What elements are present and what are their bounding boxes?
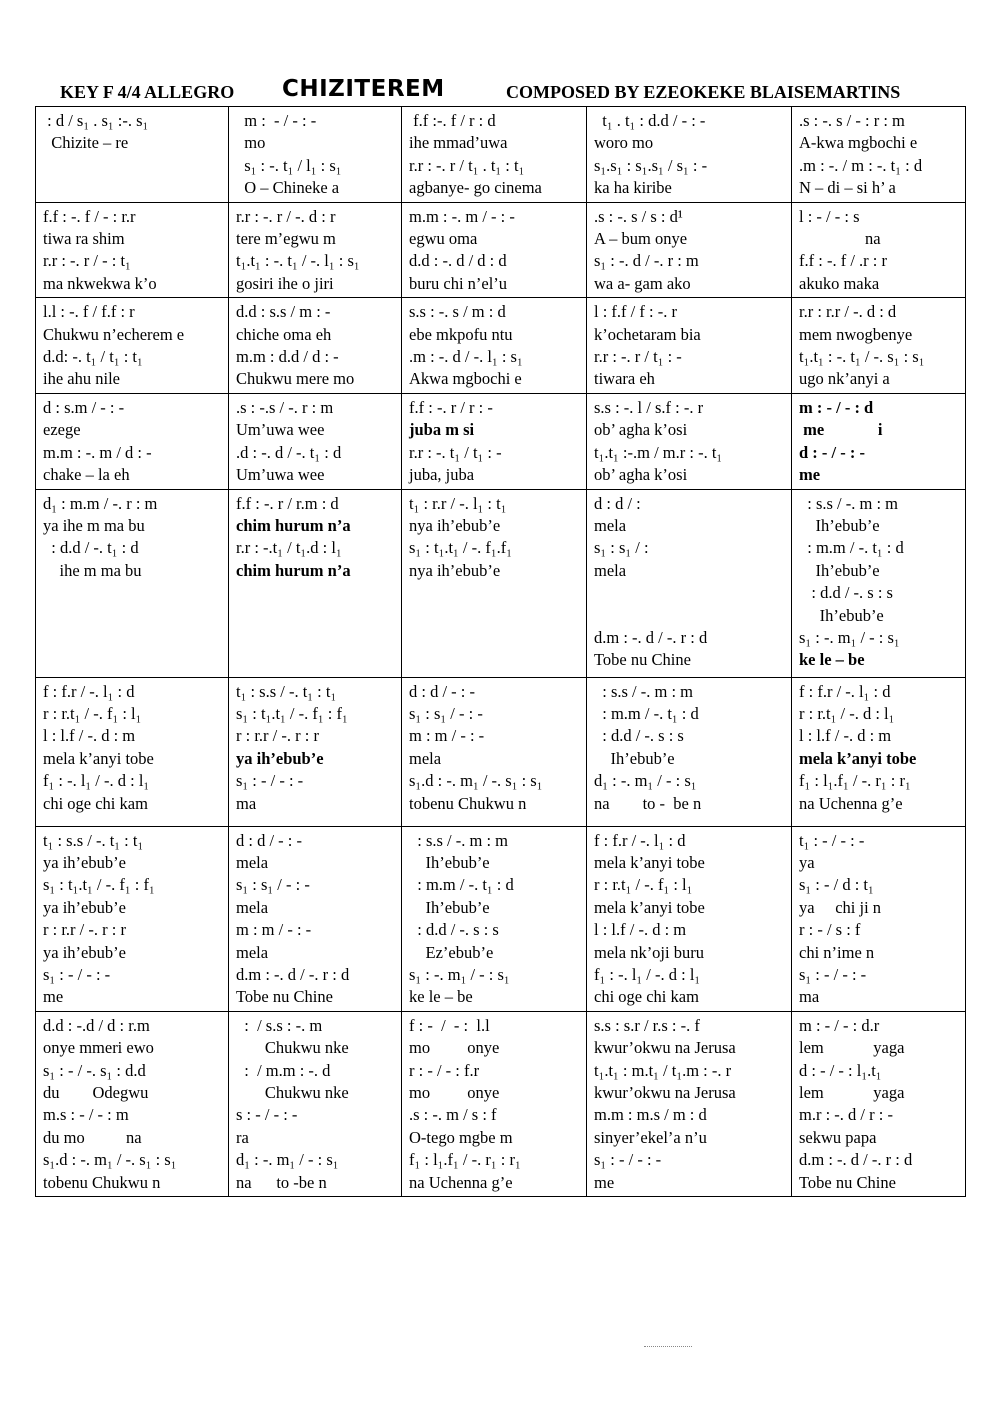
lyric-line: Ih’ebub’e <box>799 605 884 625</box>
solfa-notation-line: .s : -. s / - : r : m <box>799 111 905 130</box>
lyric-line: sekwu papa <box>799 1127 877 1147</box>
lyric-line: ma <box>799 987 820 1007</box>
lyric-line: na <box>799 229 881 249</box>
solfa-notation-line: r : r.r / -. r : r <box>43 920 126 940</box>
solfa-notation-line: d₁ : -. m₁ / - : s₁ <box>236 1150 339 1170</box>
lyric-line: ya chi ji n <box>799 897 882 917</box>
lyric-line: mela k’anyi tobe <box>594 897 705 917</box>
song-title: CHIZITEREM <box>282 76 445 102</box>
lyric-line: du Odegwu <box>43 1082 149 1102</box>
lyric-line: mela k’anyi tobe <box>43 748 154 768</box>
lyric-line: Tobe nu Chine <box>236 987 333 1007</box>
lyric-line: ke le – be <box>409 987 473 1007</box>
solfa-notation-line: .m : -. d / -. l₁ : s₁ <box>409 347 523 367</box>
solfa-notation-line: r.r : -. r / - : t₁ <box>43 251 131 271</box>
lyric-line: chim hurum n’a <box>236 515 351 535</box>
measure-cell <box>402 107 587 203</box>
lyric-line: lem yaga <box>799 1038 905 1058</box>
lyric-line: agbanye- go cinema <box>409 178 542 198</box>
measure-cell <box>792 826 966 1011</box>
lyric-line: ihe ahu nile <box>43 369 120 389</box>
lyric-line: nya ih’ebub’e <box>409 515 501 535</box>
solfa-notation-line: d : d / - : - <box>409 681 475 701</box>
lyric-line: me <box>799 465 821 485</box>
lyric-line: tobenu Chukwu n <box>43 1172 161 1192</box>
solfa-notation-line: .s : -. m / s : f <box>409 1105 497 1125</box>
measure-cell <box>36 826 229 1011</box>
measure-cell <box>36 393 229 489</box>
score-body <box>36 107 966 1197</box>
lyric-line: ebe mkpofu ntu <box>409 324 513 344</box>
lyric-line: sinyer’ekel’a n’u <box>594 1127 707 1147</box>
lyric-line: woro mo <box>594 133 654 153</box>
lyric-line: s₁ : s₁ / - : - <box>409 703 483 723</box>
measure-cell <box>792 202 966 298</box>
lyric-line: chi oge chi kam <box>594 987 699 1007</box>
measure-cell <box>229 677 402 826</box>
solfa-notation-line: f.f : -. f / .r : r <box>799 251 887 271</box>
solfa-notation-line: d.m : -. d / -. r : d <box>799 1150 913 1170</box>
lyric-line: Chukwu nke <box>236 1038 349 1058</box>
solfa-notation-line: d.m : -. d / -. r : d <box>594 627 708 647</box>
measure-cell <box>229 826 402 1011</box>
lyric-line: chake – la eh <box>43 465 130 485</box>
lyric-line: Tobe nu Chine <box>594 650 691 670</box>
lyric-line: mem nwogbenye <box>799 324 913 344</box>
score-row <box>36 393 966 489</box>
lyric-line: A-kwa mgbochi e <box>799 133 918 153</box>
solfa-notation-line: s.s : s.r / r.s : -. f <box>594 1015 700 1035</box>
solfa-notation-line: m.m : d.d / d : - <box>236 347 339 367</box>
solfa-notation-line: r.r : -. r / -. d : r <box>236 206 336 226</box>
lyric-line <box>594 582 784 604</box>
solfa-notation-line: .m : -. / m : -. t₁ : d <box>799 155 923 175</box>
lyric-line: chim hurum n’a <box>236 560 351 580</box>
measure-cell <box>229 489 402 677</box>
lyric-line: mela <box>236 897 269 917</box>
solfa-notation-line: s₁ : s₁ / : <box>594 538 649 558</box>
solfa-notation-line: : d.d / -. t₁ : d <box>43 538 139 558</box>
solfa-notation-line: d : - / - : l₁.t₁ <box>799 1060 882 1080</box>
lyric-line: ma <box>236 793 257 813</box>
solfa-notation-line: f₁ : l₁.f₁ / -. r₁ : r₁ <box>799 771 911 791</box>
solfa-notation-line: m.m : m.s / m : d <box>594 1105 707 1125</box>
solfa-notation-line: d : - / - : - <box>799 442 865 462</box>
solfa-notation-line: r.r : -. r / t₁ . t₁ : t₁ <box>409 155 525 175</box>
measure-cell <box>792 393 966 489</box>
solfa-notation-line: s₁ : - / d : t₁ <box>799 875 874 895</box>
footer-mark <box>644 1346 692 1349</box>
measure-cell <box>587 107 792 203</box>
lyric-line: Chizite – re <box>43 133 129 153</box>
lyric-line: ugo nk’anyi a <box>799 369 890 389</box>
solfa-notation-line: t₁ : - / - : - <box>799 830 865 850</box>
solfa-notation-line: s₁ : -. m₁ / - : s₁ <box>799 627 900 647</box>
lyric-line: ya ihe m ma bu <box>43 515 145 535</box>
lyric-line: ka ha kiribe <box>594 178 672 198</box>
solfa-notation-line: : d / s₁ . s₁ :-. s₁ <box>43 111 149 130</box>
lyric-line: ezege <box>43 420 81 440</box>
lyric-line: Ih’ebub’e <box>409 897 490 917</box>
solfa-notation-line: d.d : s.s / m : - <box>236 302 331 322</box>
solfa-notation-line: d : d / : <box>594 493 641 513</box>
solfa-notation-line: d.d : -.d / d : r.m <box>43 1015 150 1035</box>
solfa-notation-line: d₁ : -. m₁ / - : s₁ <box>594 771 697 791</box>
solfa-notation-line: f₁ : -. l₁ / -. d : l₁ <box>594 964 701 984</box>
solfa-notation-line: : d.d / -. s : s <box>594 726 684 746</box>
measure-cell <box>36 677 229 826</box>
measure-cell <box>229 202 402 298</box>
measure-cell <box>587 298 792 394</box>
solfa-notation-line: f : f.r / -. l₁ : d <box>799 681 891 701</box>
solfa-notation-line: r : r.t₁ / -. f₁ : l₁ <box>594 875 693 895</box>
solfa-notation-line: .s : -.s / -. r : m <box>236 397 334 417</box>
solfa-notation-line: t₁ : s.s / -. t₁ : t₁ <box>43 830 144 850</box>
lyric-line: r : r.t₁ / -. d : l₁ <box>799 703 895 723</box>
lyric-line: tiwara eh <box>594 369 655 389</box>
measure-cell <box>402 826 587 1011</box>
solfa-notation-line: f : - / - : l.l <box>409 1015 490 1035</box>
score-row <box>36 1011 966 1196</box>
measure-cell <box>36 202 229 298</box>
measure-cell <box>792 489 966 677</box>
measure-cell <box>402 489 587 677</box>
lyric-line: mela <box>409 748 442 768</box>
solfa-notation-line: d : d / - : - <box>236 830 302 850</box>
lyric-line: O – Chineke a <box>236 178 340 198</box>
measure-cell <box>229 393 402 489</box>
solfa-notation-line: d.d : -. d / d : d <box>409 251 507 271</box>
measure-cell <box>587 826 792 1011</box>
solfa-notation-line: l : l.f / -. d : m <box>594 920 687 940</box>
solfa-notation-line: f : f.r / -. l₁ : d <box>43 681 135 701</box>
solfa-notation-line: s₁ : - / - : - <box>236 771 304 791</box>
solfa-notation-line: r.r : -. r / t₁ : - <box>594 347 682 367</box>
measure-cell <box>587 489 792 677</box>
solfa-notation-line: t₁ : s.s / -. t₁ : t₁ <box>236 681 337 701</box>
measure-cell <box>587 677 792 826</box>
solfa-notation-line: r : - / s : f <box>799 920 861 940</box>
solfa-notation-line: s₁ : t₁.t₁ / -. f₁ : f₁ <box>43 875 155 895</box>
lyric-line: ya ih’ebub’e <box>236 748 324 768</box>
lyric-line: kwur’okwu na Jerusa <box>594 1082 736 1102</box>
solfa-notation-line: : d.d / -. s : s <box>799 583 893 603</box>
lyric-line: ma nkwekwa k’o <box>43 273 157 293</box>
measure-cell <box>229 1011 402 1196</box>
solfa-notation-line: t₁ : r.r / -. l₁ : t₁ <box>409 493 507 513</box>
solfa-notation-line: m.s : - / - : m <box>43 1105 129 1125</box>
solfa-notation-line: d.d: -. t₁ / t₁ : t₁ <box>43 347 143 367</box>
lyric-line: wa a- gam ako <box>594 273 691 293</box>
lyric-line: : m.m / -. t₁ : d <box>594 703 699 723</box>
lyric-line: tere m’egwu m <box>236 229 336 249</box>
lyric-line: r : r.t₁ / -. f₁ : l₁ <box>43 703 142 723</box>
solfa-notation-line: d₁ : m.m / -. r : m <box>43 493 158 513</box>
solfa-notation-line: r : r.r / -. r : r <box>236 726 319 746</box>
lyric-line: ya <box>799 852 815 872</box>
measure-cell <box>587 202 792 298</box>
lyric-line: Ih’ebub’e <box>799 515 880 535</box>
score-row <box>36 107 966 203</box>
score-row <box>36 202 966 298</box>
solfa-notation-line: d.m : -. d / -. r : d <box>236 964 350 984</box>
measure-cell <box>402 202 587 298</box>
solfa-notation-line: m : - / - : d <box>799 397 874 417</box>
solfa-notation-line: f : f.r / -. l₁ : d <box>594 830 686 850</box>
lyric-line: ya ih’ebub’e <box>43 942 126 962</box>
lyric-line: chi oge chi kam <box>43 793 148 813</box>
lyric-line: ya ih’ebub’e <box>43 897 126 917</box>
lyric-line: ob’ agha k’osi <box>594 465 688 485</box>
lyric-line: O-tego mgbe m <box>409 1127 513 1147</box>
lyric-line: N – di – si h’ a <box>799 178 896 198</box>
solfa-notation-line: m.r : -. d / r : - <box>799 1105 893 1125</box>
solfa-notation-line: s.s : -. s / m : d <box>409 302 506 322</box>
solfa-notation-line: s₁ : - / -. s₁ : d.d <box>43 1060 146 1080</box>
solfa-notation-line: r.r : -. t₁ / t₁ : - <box>409 442 502 462</box>
lyric-line: akuko maka <box>799 273 880 293</box>
lyric-line: Um’uwa wee <box>236 465 325 485</box>
solfa-notation-line: s₁ : - / - : - <box>43 964 111 984</box>
solfa-notation-line: t₁.t₁ : m.t₁ / t₁.m : -. r <box>594 1060 732 1080</box>
lyric-line: Chukwu nke <box>236 1082 349 1102</box>
score-row <box>36 677 966 826</box>
solfa-notation-line: f₁ : -. l₁ / -. d : l₁ <box>43 771 150 791</box>
score-row <box>36 826 966 1011</box>
solfa-notation-line: l : f.f / f : -. r <box>594 302 677 322</box>
lyric-line <box>594 605 784 627</box>
lyric-line: mela k’anyi tobe <box>799 748 917 768</box>
lyric-line: ya ih’ebub’e <box>43 852 126 872</box>
solfa-notation-line: s₁ : - / - : - <box>799 964 867 984</box>
lyric-line: buru chi n’el’u <box>409 273 508 293</box>
solfa-notation-line: l : l.f / -. d : m <box>799 726 892 746</box>
lyric-line: Ih’ebub’e <box>799 560 880 580</box>
solfa-notation-line: l.l : -. f / f.f : r <box>43 302 135 322</box>
solfa-notation-line: t₁.t₁ : -. t₁ / -. l₁ : s₁ <box>236 251 360 271</box>
score-row <box>36 489 966 677</box>
solfa-notation-line: .d : -. d / -. t₁ : d <box>236 442 342 462</box>
solfa-notation-line: s.s : -. l / s.f : -. r <box>594 397 704 417</box>
solfa-notation-line: : s.s / -. m : m <box>594 681 694 701</box>
lyric-line: tiwa ra shim <box>43 229 125 249</box>
lyric-line: nya ih’ebub’e <box>409 560 501 580</box>
solfa-notation-line: t₁ . t₁ : d.d / - : - <box>594 111 706 130</box>
lyric-line: Ih’ebub’e <box>594 748 675 768</box>
lyric-line: na to - be n <box>594 793 702 813</box>
lyric-line: mela <box>594 515 627 535</box>
measure-cell <box>36 298 229 394</box>
lyric-line: du mo na <box>43 1127 142 1147</box>
solfa-notation-line: f.f :-. f / r : d <box>409 111 496 130</box>
lyric-line: ke le – be <box>799 650 865 670</box>
solfa-notation-line: f.f : -. f / - : r.r <box>43 206 136 226</box>
lyric-line: mela k’anyi tobe <box>594 852 705 872</box>
solfa-notation-line: f.f : -. r / r.m : d <box>236 493 339 513</box>
solfa-notation-line: f.f : -. r / r : - <box>409 397 493 417</box>
lyric-line: Chukwu mere mo <box>236 369 355 389</box>
lyric-line: k’ochetaram bia <box>594 324 701 344</box>
solfa-notation-line: : / s.s : -. m <box>236 1015 323 1035</box>
solfa-notation-line: m : m / - : - <box>236 920 312 940</box>
lyric-line: mo <box>236 133 266 153</box>
solfa-notation-line: r : - / - : f.r <box>409 1060 480 1080</box>
lyric-line: ihe m ma bu <box>43 560 142 580</box>
lyric-line: na Uchenna g’e <box>799 793 903 813</box>
lyric-line: lem yaga <box>799 1082 905 1102</box>
measure-cell <box>402 1011 587 1196</box>
solfa-notation-line: s₁ : s₁ / - : - <box>236 875 310 895</box>
solfa-notation-line: m.m : -. m / - : - <box>409 206 515 226</box>
score-row <box>36 298 966 394</box>
measure-cell <box>587 1011 792 1196</box>
lyric-line: gosiri ihe o jiri <box>236 273 334 293</box>
solfa-score-table <box>35 106 966 1197</box>
lyric-line: mela <box>594 560 627 580</box>
solfa-notation-line: : / m.m : -. d <box>236 1060 331 1080</box>
lyric-line: ra <box>236 1127 249 1147</box>
lyric-line: mela nk’oji buru <box>594 942 704 962</box>
solfa-notation-line: s₁.d : -. m₁ / -. s₁ : s₁ <box>409 771 543 791</box>
lyric-line: na Uchenna g’e <box>409 1172 513 1192</box>
measure-cell <box>402 677 587 826</box>
solfa-notation-line: : s.s / -. m : m <box>409 830 509 850</box>
lyric-line: me i <box>799 420 883 440</box>
solfa-notation-line: m : m / - : - <box>409 726 485 746</box>
lyric-line: mo onye <box>409 1082 500 1102</box>
solfa-notation-line: m.m : -. m / d : - <box>43 442 152 462</box>
solfa-notation-line: s₁ : -. d / -. r : m <box>594 251 699 271</box>
measure-cell <box>229 298 402 394</box>
score-header <box>60 76 950 106</box>
lyric-line: mela <box>236 852 269 872</box>
solfa-notation-line: s₁ : -. m₁ / - : s₁ <box>409 964 510 984</box>
measure-cell <box>402 298 587 394</box>
measure-cell <box>36 489 229 677</box>
measure-cell <box>792 1011 966 1196</box>
key-signature: KEY F 4/4 ALLEGRO <box>60 82 235 102</box>
lyric-line: chi n’ime n <box>799 942 875 962</box>
lyric-line: juba m si <box>409 420 475 440</box>
lyric-line: me <box>594 1172 615 1192</box>
solfa-notation-line: m : - / - : d.r <box>799 1015 880 1035</box>
lyric-line: Um’uwa wee <box>236 420 325 440</box>
lyric-line: Akwa mgbochi e <box>409 369 522 389</box>
lyric-line: mela <box>236 942 269 962</box>
solfa-notation-line: s₁.s₁ : s₁.s₁ / s₁ : - <box>594 155 708 175</box>
solfa-notation-line: t₁.t₁ : -. t₁ / -. s₁ : s₁ <box>799 347 925 367</box>
solfa-notation-line: s₁ : - / - : - <box>594 1150 662 1170</box>
solfa-notation-line: s₁.d : -. m₁ / -. s₁ : s₁ <box>43 1150 177 1170</box>
lyric-line: me <box>43 987 64 1007</box>
solfa-notation-line: : s.s / -. m : m <box>799 493 899 513</box>
lyric-line: na to -be n <box>236 1172 327 1192</box>
lyric-line: juba, juba <box>409 465 475 485</box>
measure-cell <box>587 393 792 489</box>
composer-credit: COMPOSED BY EZEOKEKE BLAISEMARTINS <box>506 82 901 102</box>
lyric-line: ihe mmad’uwa <box>409 133 508 153</box>
lyric-line: egwu oma <box>409 229 478 249</box>
lyric-line: Ez’ebub’e <box>409 942 494 962</box>
measure-cell <box>792 677 966 826</box>
solfa-notation-line: t₁.t₁ :-.m / m.r : -. t₁ <box>594 442 723 462</box>
lyric-line: A – bum onye <box>594 229 688 249</box>
solfa-notation-line: s₁ : t₁.t₁ / -. f₁.f₁ <box>409 538 513 558</box>
measure-cell <box>792 107 966 203</box>
solfa-notation-line: l : - / - : s <box>799 206 860 226</box>
solfa-notation-line: .s : -. s / s : d¹ <box>594 206 683 226</box>
solfa-notation-line: : m.m / -. t₁ : d <box>409 875 514 895</box>
solfa-notation-line: d : s.m / - : - <box>43 397 125 417</box>
measure-cell <box>792 298 966 394</box>
lyric-line: onye mmeri ewo <box>43 1038 154 1058</box>
measure-cell <box>36 107 229 203</box>
solfa-notation-line: : m.m / -. t₁ : d <box>799 538 904 558</box>
solfa-notation-line: s : - / - : - <box>236 1105 298 1125</box>
measure-cell <box>229 107 402 203</box>
solfa-notation-line: l : l.f / -. d : m <box>43 726 136 746</box>
solfa-notation-line: f₁ : l₁.f₁ / -. r₁ : r₁ <box>409 1150 521 1170</box>
measure-cell <box>402 393 587 489</box>
lyric-line: s₁ : t₁.t₁ / -. f₁ : f₁ <box>236 703 348 723</box>
lyric-line: ob’ agha k’osi <box>594 420 688 440</box>
lyric-line: Chukwu n’echerem e <box>43 324 185 344</box>
solfa-notation-line: r.r : -.t₁ / t₁.d : l₁ <box>236 538 342 558</box>
solfa-notation-line: m : - / - : - <box>236 111 317 130</box>
measure-cell <box>36 1011 229 1196</box>
lyric-line: chiche oma eh <box>236 324 332 344</box>
lyric-line: Tobe nu Chine <box>799 1172 896 1192</box>
lyric-line: tobenu Chukwu n <box>409 793 527 813</box>
solfa-notation-line: : d.d / -. s : s <box>409 920 499 940</box>
lyric-line: Ih’ebub’e <box>409 852 490 872</box>
lyric-line: mo onye <box>409 1038 500 1058</box>
solfa-notation-line: s₁ : -. t₁ / l₁ : s₁ <box>236 155 342 175</box>
lyric-line: kwur’okwu na Jerusa <box>594 1038 736 1058</box>
solfa-notation-line: r.r : r.r / -. d : d <box>799 302 897 322</box>
